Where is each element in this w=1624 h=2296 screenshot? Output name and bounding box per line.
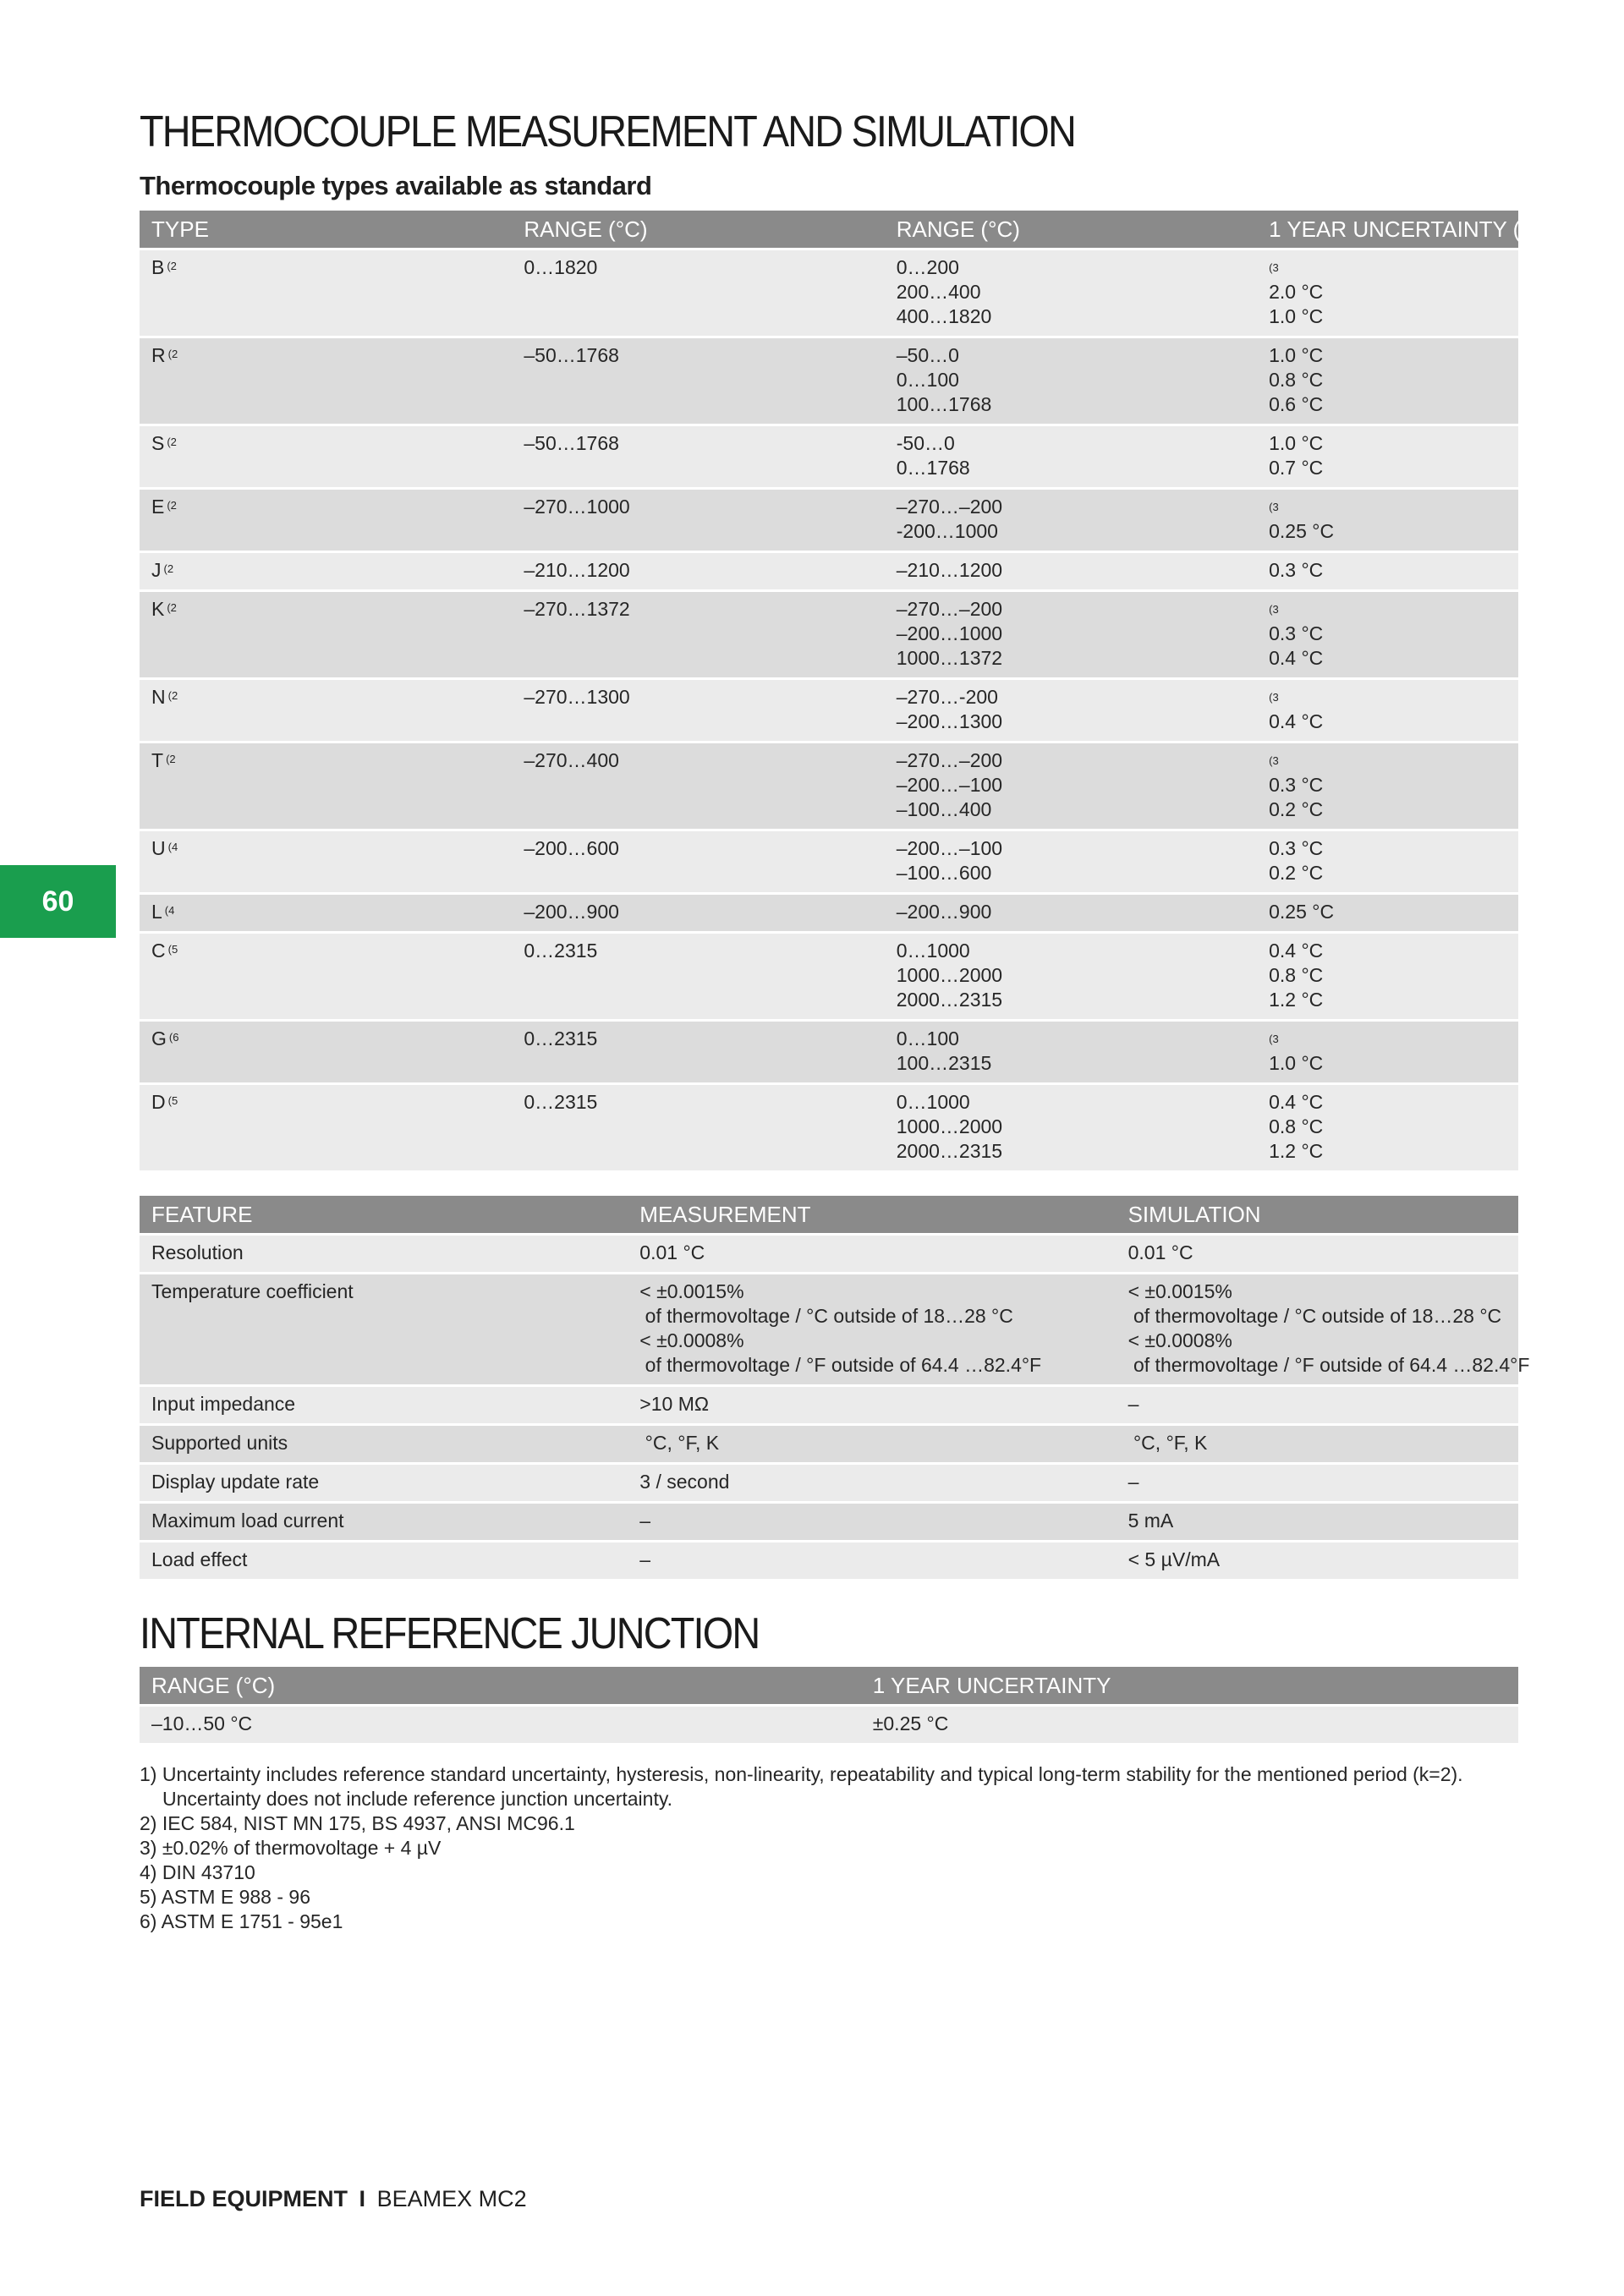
subrange-value: 100…1768 [896,393,992,415]
simulation-value: °C, °F, K [1127,1432,1208,1454]
range-value: –270…1300 [524,686,630,708]
subrange-value: 400…1820 [896,305,992,327]
subrange-value: –270…-200 [896,686,998,708]
subrange-cell [885,553,1257,589]
measurement-cell [628,1543,1116,1579]
type-cell [140,1085,512,1170]
footnote: 3) ±0.02% of thermovoltage + 4 µV [140,1837,442,1859]
col-header-range: RANGE (°C) [140,1667,861,1704]
subrange-value: –100…600 [896,862,992,884]
feature-cell: Resolution [140,1236,628,1272]
simulation-cell [1116,1426,1518,1462]
subrange-value: 0…100 [896,1027,959,1049]
subrange-cell [885,490,1257,551]
measurement-value: °C, °F, K [639,1432,720,1454]
table-row [140,250,1518,336]
simulation-cell [1116,1504,1518,1540]
uncertainty-value: 0.4 °C [1269,710,1324,732]
footnote-ref: (4 [164,904,175,917]
range-cell [512,250,884,336]
uncertainty-cell [1257,680,1518,741]
range-value: –50…1768 [524,432,619,454]
page-content [140,101,1552,1934]
subrange-value: 2000…2315 [896,989,1003,1011]
subrange-value: 0…1000 [896,1091,970,1113]
type-cell [140,743,512,829]
uncertainty-cell [1257,1022,1518,1082]
range-value: –200…600 [524,837,619,859]
uncertainty-cell [1257,743,1518,829]
simulation-value: of thermovoltage / °F outside of 64.4 …82.4°F [1127,1354,1530,1376]
uncertainty-value: 0.3 °C [1269,559,1324,581]
footnote-ref: (3 [1269,691,1279,704]
simulation-cell [1116,1274,1530,1384]
uncertainty-value: 0.2 °C [1269,862,1324,884]
measurement-cell [628,1465,1116,1501]
measurement-value: of thermovoltage / °C outside of 18…28 °C [639,1305,1013,1327]
footnote-ref: (5 [167,943,178,956]
range-cell [512,553,884,589]
measurement-value: – [639,1510,651,1532]
table-row [140,592,1518,677]
footnote: 6) ASTM E 1751 - 95e1 [140,1910,343,1932]
uncertainty-cell [1257,592,1518,677]
subrange-value: –270…–200 [896,749,1003,771]
measurement-value: 3 / second [639,1471,730,1493]
footnote-ref: (6 [168,1031,179,1044]
table-row [140,1504,1518,1540]
table-row [140,743,1518,829]
col-header-measurement: MEASUREMENT [628,1196,1116,1233]
subrange-value: –200…–100 [896,837,1003,859]
footnote: 1) Uncertainty includes reference standard uncertainty, hysteresis, non-linearity, repeatability and typical long-term stability for the mentioned period (k=2). [140,1763,1463,1785]
col-header-uncertainty: 1 YEAR UNCERTAINTY [861,1667,1518,1704]
footnote-ref: (2 [167,260,177,272]
uncertainty-value: 0.3 °C [1269,774,1324,796]
footer-section: FIELD EQUIPMENT [140,2186,348,2211]
range-value: –50…1768 [524,344,619,366]
uncertainty-value: 0.4 °C [1269,940,1324,962]
type-label: C [151,940,166,962]
uncertainty-value: 1.2 °C [1269,989,1324,1011]
page-title: THERMOCOUPLE MEASUREMENT AND SIMULATION [140,107,1076,156]
subrange-value: –210…1200 [896,559,1003,581]
subrange-value: 1000…2000 [896,1115,1003,1137]
uncertainty-cell [1257,895,1518,931]
uncertainty-value: 0.2 °C [1269,798,1324,820]
range-cell [512,743,884,829]
col-header-feature: FEATURE [140,1196,628,1233]
table-row [140,680,1518,741]
footnotes [140,1762,1518,1934]
simulation-cell [1116,1465,1518,1501]
subrange-value: –200…–100 [896,774,1003,796]
footnote-ref: (3 [1269,501,1279,513]
type-label: T [151,749,164,771]
type-label: G [151,1027,167,1049]
simulation-value: of thermovoltage / °C outside of 18…28 °C [1127,1305,1502,1327]
footnote-ref: (2 [167,436,177,448]
subrange-cell [885,592,1257,677]
footnote: 5) ASTM E 988 - 96 [140,1886,310,1908]
subrange-value: -200…1000 [896,520,998,542]
table-row [140,1022,1518,1082]
subrange-value: -50…0 [896,432,955,454]
subrange-cell [885,743,1257,829]
footnote-ref: (2 [167,499,177,512]
uncertainty-value: 0.3 °C [1269,622,1324,644]
uncertainty-value: 1.0 °C [1269,305,1324,327]
section-subtitle: Thermocouple types available as standard [140,171,652,200]
type-cell [140,895,512,931]
feature-cell: Load effect [140,1543,628,1579]
uncertainty-cell [1257,934,1518,1019]
footnote-ref: (1 [1542,221,1552,233]
feature-cell: Supported units [140,1426,628,1462]
table-row [140,1236,1518,1272]
measurement-value: 0.01 °C [639,1241,705,1263]
type-label: J [151,559,162,581]
footnote-ref: (2 [167,689,178,702]
col-header-uncertainty [1257,211,1552,248]
range-cell [512,680,884,741]
type-label: K [151,598,165,620]
range-value: 0…2315 [524,1027,598,1049]
uncertainty-value: 0.6 °C [1269,393,1324,415]
uncertainty-value: 0.8 °C [1269,369,1324,391]
type-cell [140,426,512,487]
uncertainty-value: 1.2 °C [1269,1140,1324,1162]
type-label: U [151,837,166,859]
feature-cell: Input impedance [140,1387,628,1423]
subrange-value: –200…1300 [896,710,1003,732]
subrange-value: 200…400 [896,281,981,303]
simulation-value: – [1127,1471,1139,1493]
subrange-cell [885,338,1257,424]
subrange-value: –270…–200 [896,598,1003,620]
measurement-cell [628,1387,1116,1423]
table-row [140,426,1518,487]
simulation-value: – [1127,1393,1139,1415]
subrange-value: 100…2315 [896,1052,992,1074]
table-row [140,553,1518,589]
uncertainty-cell [1257,250,1518,336]
subrange-cell [885,426,1257,487]
simulation-value: < ±0.0015% [1127,1280,1232,1302]
table-header-row [140,211,1518,248]
feature-cell: Maximum load current [140,1504,628,1540]
footer-separator: I [359,2186,366,2211]
feature-cell: Display update rate [140,1465,628,1501]
type-cell [140,680,512,741]
footnote-ref: (4 [167,841,178,853]
range-cell [512,592,884,677]
range-value: –270…1000 [524,496,630,518]
footnote-ref: (5 [167,1094,178,1107]
type-label: L [151,901,162,923]
simulation-cell [1116,1387,1518,1423]
footnote-ref: (2 [163,562,174,575]
measurement-value: >10 MΩ [639,1393,710,1415]
type-label: D [151,1091,166,1113]
subrange-value: –270…–200 [896,496,1003,518]
footnote-ref: (3 [1269,261,1279,274]
subrange-value: 1000…2000 [896,964,1003,986]
subrange-value: –50…0 [896,344,959,366]
feature-table-body [140,1236,1530,1579]
subrange-cell [885,1022,1257,1082]
measurement-value: of thermovoltage / °F outside of 64.4 …82.4°F [639,1354,1042,1376]
table-row [140,1387,1518,1423]
subrange-cell [885,680,1257,741]
uncertainty-cell [1257,553,1518,589]
range-value: –210…1200 [524,559,630,581]
uncertainty-value: 1.0 °C [1269,344,1324,366]
subrange-value: –200…1000 [896,622,1003,644]
uncertainty-value: 0.7 °C [1269,457,1324,479]
range-value: 0…2315 [524,1091,598,1113]
range-value: 0…2315 [524,940,598,962]
uncertainty-value: 1.0 °C [1269,432,1324,454]
subrange-value: –100…400 [896,798,992,820]
footnote-ref: (2 [167,348,178,360]
table-row [140,1426,1518,1462]
table-row [140,1707,1518,1743]
table-row [140,338,1518,424]
subrange-cell [885,831,1257,892]
type-label: N [151,686,166,708]
range-cell [512,338,884,424]
subrange-value: 0…200 [896,256,959,278]
range-cell: –10…50 °C [140,1707,861,1743]
uncertainty-value: 0.25 °C [1269,520,1335,542]
range-cell [512,426,884,487]
col-header-range: RANGE (°C) [512,211,884,248]
uncertainty-cell [1257,1085,1518,1170]
table-row [140,1085,1518,1170]
page-footer [140,2186,527,2212]
uncertainty-value: 0.8 °C [1269,1115,1324,1137]
measurement-cell [628,1426,1116,1462]
table-row [140,895,1518,931]
col-header-uncertainty-label: 1 YEAR UNCERTAINTY (±) [1269,216,1540,242]
simulation-value: < ±0.0008% [1127,1329,1232,1351]
footnote: 4) DIN 43710 [140,1861,255,1883]
footnote-continuation: Uncertainty does not include reference junction uncertainty. [162,1788,673,1810]
measurement-value: < ±0.0008% [639,1329,744,1351]
range-value: 0…1820 [524,256,598,278]
measurement-cell [628,1274,1116,1384]
uncertainty-value: 0.4 °C [1269,647,1324,669]
range-cell [512,934,884,1019]
col-header-subrange: RANGE (°C) [885,211,1257,248]
uncertainty-cell [1257,338,1518,424]
subrange-value: 1000…1372 [896,647,1003,669]
subrange-cell [885,250,1257,336]
subrange-cell [885,1085,1257,1170]
footnote-ref: (2 [166,753,176,765]
range-value: –270…1372 [524,598,630,620]
uncertainty-value: 0.4 °C [1269,1091,1324,1113]
simulation-value: 0.01 °C [1127,1241,1193,1263]
reference-junction-table [140,1664,1518,1745]
range-value: –200…900 [524,901,619,923]
type-cell [140,250,512,336]
table-row [140,1465,1518,1501]
type-cell [140,338,512,424]
range-cell [512,490,884,551]
uncertainty-value: 2.0 °C [1269,281,1324,303]
footnote-ref: (3 [1269,1033,1279,1045]
range-value: –270…400 [524,749,619,771]
feature-table [140,1193,1530,1581]
type-cell [140,934,512,1019]
type-cell [140,1022,512,1082]
type-label: E [151,496,165,518]
table-row [140,1274,1518,1384]
thermocouple-types-table [140,208,1552,1173]
table-row [140,1543,1518,1579]
type-label: R [151,344,166,366]
range-cell [512,1085,884,1170]
uncertainty-cell: ±0.25 °C [861,1707,1518,1743]
table-row [140,831,1518,892]
type-cell [140,553,512,589]
footnote-ref: (3 [1269,754,1279,767]
subrange-cell [885,895,1257,931]
subrange-value: 0…1000 [896,940,970,962]
feature-cell: Temperature coefficient [140,1274,628,1384]
reference-junction-table-body [140,1707,1518,1743]
footnote-ref: (2 [167,601,177,614]
type-cell [140,831,512,892]
uncertainty-value: 0.25 °C [1269,901,1335,923]
col-header-type: TYPE [140,211,512,248]
type-cell [140,490,512,551]
uncertainty-cell [1257,831,1518,892]
uncertainty-value: 0.8 °C [1269,964,1324,986]
page-number-tab [0,865,116,938]
uncertainty-cell [1257,490,1518,551]
type-cell [140,592,512,677]
measurement-value: – [639,1548,651,1570]
measurement-cell [628,1236,1116,1272]
type-label: S [151,432,165,454]
subrange-cell [885,934,1257,1019]
section-title-internal-reference-junction: INTERNAL REFERENCE JUNCTION [140,1609,760,1658]
range-cell [512,1022,884,1082]
measurement-value: < ±0.0015% [639,1280,744,1302]
uncertainty-value: 0.3 °C [1269,837,1324,859]
footnote-ref: (3 [1269,603,1279,616]
simulation-value: 5 mA [1127,1510,1174,1532]
uncertainty-cell [1257,426,1518,487]
footnote: 2) IEC 584, NIST MN 175, BS 4937, ANSI MC96.1 [140,1812,575,1834]
simulation-cell [1116,1543,1518,1579]
table-header-row [140,1196,1518,1233]
table-header-row [140,1667,1518,1704]
subrange-value: 0…100 [896,369,959,391]
simulation-value: < 5 µV/mA [1127,1548,1221,1570]
footer-product: BEAMEX MC2 [376,2186,527,2211]
range-cell [512,831,884,892]
uncertainty-value: 1.0 °C [1269,1052,1324,1074]
simulation-cell [1116,1236,1518,1272]
table-row [140,934,1518,1019]
subrange-value: –200…900 [896,901,992,923]
subrange-value: 2000…2315 [896,1140,1003,1162]
subrange-value: 0…1768 [896,457,970,479]
table-row [140,490,1518,551]
range-cell [512,895,884,931]
measurement-cell [628,1504,1116,1540]
col-header-simulation: SIMULATION [1116,1196,1518,1233]
type-label: B [151,256,165,278]
thermocouple-table-body [140,250,1518,1170]
page-number: 60 [41,885,74,918]
